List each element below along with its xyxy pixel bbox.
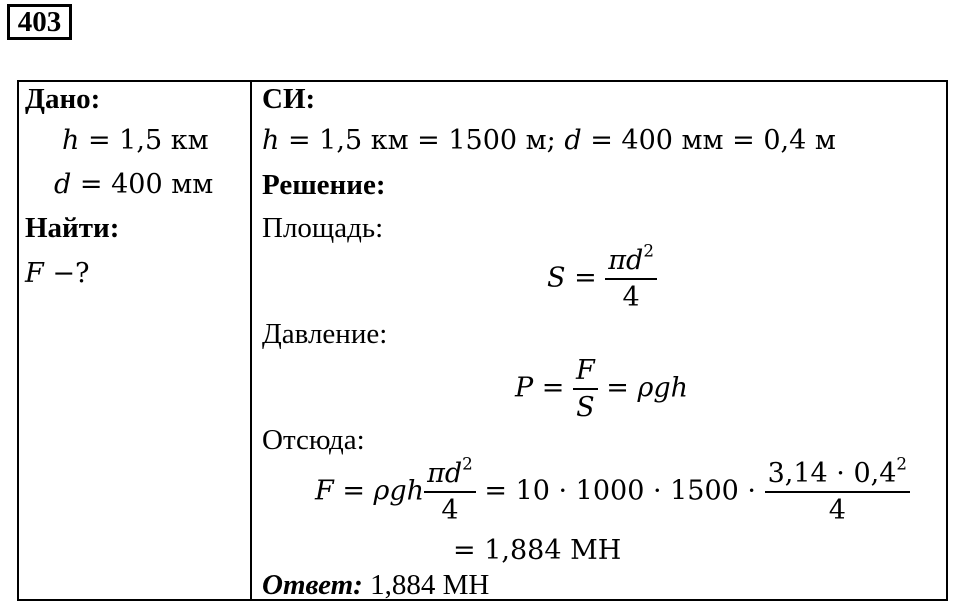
final-numerator-1: $\pi d^2$: [427, 453, 473, 489]
find-F-question: −?: [43, 258, 90, 289]
pressure-rhs: = ρgh: [597, 372, 689, 404]
final-fraction-1: [424, 453, 476, 527]
si-heading: СИ:: [262, 83, 316, 115]
given-h-var: h: [62, 125, 80, 156]
area-eq: =: [565, 262, 606, 294]
pressure-formula: [515, 355, 688, 423]
si-h-var: h: [262, 125, 280, 156]
solution-heading: Решение:: [262, 169, 386, 201]
si-conversions: [262, 127, 836, 154]
final-fraction-2: [765, 453, 910, 527]
area-lhs: S: [547, 262, 566, 294]
final-lhs: F: [315, 475, 334, 507]
pressure-fraction: [573, 355, 598, 423]
answer-line: [262, 571, 489, 600]
area-numerator: $\pi d^2$: [608, 240, 654, 276]
si-h-conv: = 1,5 км = 1500 м;: [279, 125, 565, 156]
problem-number: 403: [7, 4, 72, 40]
final-result: = 1,884 МН: [453, 535, 622, 566]
given-d-value: = 400 мм: [71, 169, 214, 200]
pressure-denominator: S: [576, 392, 595, 424]
hence-label: Отсюда:: [262, 424, 365, 456]
final-rho-g-h: = ρgh: [333, 475, 425, 507]
column-divider: [250, 80, 252, 601]
final-numerator-2: $3,14 \cdot 0,4^2$: [767, 453, 908, 489]
pressure-numerator: F: [575, 355, 595, 386]
area-formula: [547, 240, 657, 314]
find-F-var: F: [25, 258, 44, 289]
si-d-var: d: [564, 125, 582, 156]
given-h: [62, 127, 209, 154]
area-denominator: 4: [622, 282, 640, 314]
given-h-value: = 1,5 км: [79, 125, 209, 156]
given-d-var: d: [54, 169, 72, 200]
pressure-lhs: P: [515, 372, 534, 404]
find-heading: Найти:: [25, 212, 120, 244]
given-d: [54, 171, 213, 198]
find-F: [25, 260, 89, 287]
given-heading: Дано:: [25, 83, 101, 115]
si-d-conv: = 400 мм = 0,4 м: [581, 125, 836, 156]
pressure-label: Давление:: [262, 318, 388, 350]
answer-value: 1,884 МН: [362, 569, 490, 601]
area-fraction: [605, 240, 657, 314]
final-denominator-2: 4: [828, 495, 846, 527]
area-label: Площадь:: [262, 212, 384, 244]
answer-label: Ответ:: [262, 569, 363, 601]
final-denominator-1: 4: [441, 495, 459, 527]
pressure-eq: =: [533, 372, 573, 404]
final-product: = 10 · 1000 · 1500 ·: [475, 475, 765, 507]
final-formula: [315, 453, 910, 527]
